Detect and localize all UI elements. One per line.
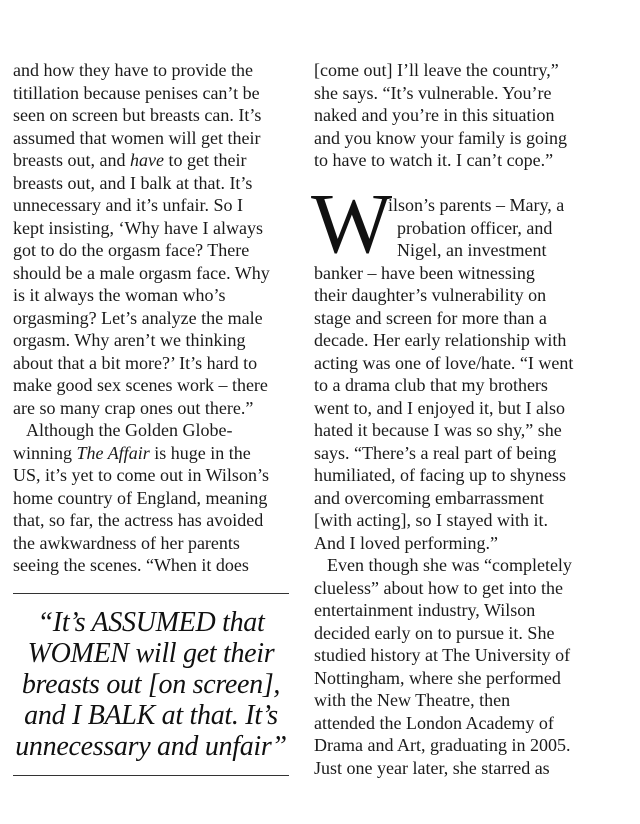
text-segment: make good sex scenes work – there xyxy=(13,375,268,395)
text-segment: should be a male orgasm face. Why xyxy=(13,262,270,283)
italic-text: The Affair xyxy=(76,442,150,463)
text-line xyxy=(13,127,293,150)
text-segment: winning xyxy=(13,442,77,463)
text-line xyxy=(13,487,293,510)
text-line xyxy=(13,239,293,262)
text-line xyxy=(314,712,629,735)
text-segment: Even though she was “completely xyxy=(327,555,572,575)
text-line xyxy=(314,127,629,150)
text-line xyxy=(314,307,629,330)
text-segment: clueless” about how to get into the xyxy=(314,577,563,598)
text-line xyxy=(13,307,293,330)
text-line xyxy=(314,82,629,105)
text-line xyxy=(314,172,629,195)
text-line xyxy=(13,442,293,465)
text-line xyxy=(314,509,629,532)
pull-quote-line: breasts out [on screen], xyxy=(21,669,281,700)
text-segment: the awkwardness of her parents xyxy=(13,532,240,553)
text-segment: [come out] I’ll leave the country,” xyxy=(314,60,559,80)
text-segment: And I loved performing.” xyxy=(314,532,498,553)
drop-cap: W xyxy=(311,175,393,271)
text-line xyxy=(13,374,293,397)
text-line xyxy=(314,487,629,510)
text-line xyxy=(13,284,293,307)
text-line xyxy=(13,149,293,172)
text-line xyxy=(314,352,629,375)
pull-quote-line: “It’s ASSUMED that xyxy=(37,607,265,638)
text-line xyxy=(314,59,629,82)
text-segment: unnecessary and it’s unfair. So I xyxy=(13,195,243,215)
text-segment: got to do the orgasm face? There xyxy=(13,240,250,260)
text-line xyxy=(314,104,629,127)
text-line xyxy=(314,667,629,690)
text-segment: Just one year later, she starred as xyxy=(314,757,550,778)
text-segment: says. “There’s a real part of being xyxy=(314,442,557,463)
text-segment: probation officer, and xyxy=(397,217,553,238)
text-segment: that, so far, the actress has avoided xyxy=(13,510,264,530)
text-line xyxy=(13,59,293,82)
text-segment: studied history at The University of xyxy=(314,645,571,665)
text-segment: breasts out, and xyxy=(13,150,130,170)
text-segment: US, it’s yet to come out in Wilson’s xyxy=(13,465,269,485)
pull-quote-bottom-rule xyxy=(13,775,289,776)
text-line xyxy=(314,622,629,645)
pull-quote-line: unnecessary and unfair” xyxy=(15,731,287,762)
text-line xyxy=(314,554,629,577)
text-segment: Nigel, an investment xyxy=(397,240,547,260)
text-line xyxy=(13,262,293,285)
text-segment: to get their xyxy=(163,150,247,170)
pull-quote-line: WOMEN will get their xyxy=(27,638,275,669)
text-segment: decade. Her early relationship with xyxy=(314,330,567,350)
text-line xyxy=(314,464,629,487)
text-line xyxy=(13,329,293,352)
text-segment: ilson’s parents – Mary, a xyxy=(388,195,565,215)
text-line xyxy=(314,532,629,555)
text-segment: attended the London Academy of xyxy=(314,712,554,733)
pull-quote-top-rule xyxy=(13,593,289,594)
text-segment: and overcoming embarrassment xyxy=(314,487,544,508)
text-segment: seen on screen but breasts can. It’s xyxy=(13,105,262,125)
text-segment: stage and screen for more than a xyxy=(314,307,547,328)
text-segment: entertainment industry, Wilson xyxy=(314,600,536,620)
text-segment: acting was one of love/hate. “I went xyxy=(314,352,574,373)
text-segment: Although the Golden Globe- xyxy=(26,420,233,440)
text-line xyxy=(314,689,629,712)
text-line xyxy=(13,352,293,375)
text-line xyxy=(314,374,629,397)
text-segment: and how they have to provide the xyxy=(13,60,253,80)
text-segment: seeing the scenes. “When it does xyxy=(13,555,249,575)
text-segment: naked and you’re in this situation xyxy=(314,105,555,125)
text-line xyxy=(314,217,629,240)
text-segment: orgasming? Let’s analyze the male xyxy=(13,307,263,328)
text-segment: with the New Theatre, then xyxy=(314,690,511,710)
text-line xyxy=(314,262,629,285)
text-segment: is huge in the xyxy=(149,442,251,463)
text-line xyxy=(314,194,629,217)
text-line xyxy=(314,239,629,262)
text-segment: went to, and I enjoyed it, but I also xyxy=(314,397,565,418)
text-segment: [with acting], so I stayed with it. xyxy=(314,510,548,530)
text-segment: to have to watch it. I can’t cope.” xyxy=(314,150,554,170)
text-segment: banker – have been witnessing xyxy=(314,262,535,283)
text-line xyxy=(314,397,629,420)
text-line xyxy=(314,442,629,465)
text-segment: about that a bit more?’ It’s hard to xyxy=(13,352,258,373)
text-line xyxy=(13,82,293,105)
text-segment: hated it because I was so shy,” she xyxy=(314,420,562,440)
text-line xyxy=(314,329,629,352)
text-segment: Nottingham, where she performed xyxy=(314,667,561,688)
text-line xyxy=(314,734,629,757)
text-line xyxy=(314,599,629,622)
text-line xyxy=(13,419,293,442)
text-segment: home country of England, meaning xyxy=(13,487,268,508)
italic-text: have xyxy=(129,150,164,170)
pull-quote-line: and I BALK at that. It’s xyxy=(24,700,278,731)
text-line xyxy=(13,464,293,487)
text-line xyxy=(314,644,629,667)
text-segment: decided early on to pursue it. She xyxy=(314,622,555,643)
text-segment: is it always the woman who’s xyxy=(13,285,226,305)
text-segment: assumed that women will get their xyxy=(13,127,261,148)
text-line xyxy=(13,532,293,555)
text-segment: breasts out, and I balk at that. It’s xyxy=(13,172,253,193)
text-segment: she says. “It’s vulnerable. You’re xyxy=(314,82,552,103)
pull-quote xyxy=(13,607,289,762)
text-segment: and you know your family is going xyxy=(314,127,567,148)
text-segment: kept insisting, ‘Why have I always xyxy=(13,217,263,238)
text-line xyxy=(13,172,293,195)
text-line xyxy=(13,509,293,532)
text-line xyxy=(13,194,293,217)
text-segment: Drama and Art, graduating in 2005. xyxy=(314,735,571,755)
right-column xyxy=(314,59,629,779)
text-line xyxy=(314,577,629,600)
text-segment: orgasm. Why aren’t we thinking xyxy=(13,330,246,350)
text-line xyxy=(314,149,629,172)
text-line xyxy=(314,757,629,780)
text-line xyxy=(314,284,629,307)
text-segment: are so many crap ones out there.” xyxy=(13,397,254,418)
text-line xyxy=(314,419,629,442)
text-line xyxy=(13,217,293,240)
text-segment: titillation because penises can’t be xyxy=(13,82,260,103)
left-column xyxy=(13,59,293,577)
text-segment: humiliated, of facing up to shyness xyxy=(314,465,566,485)
text-segment: their daughter’s vulnerability on xyxy=(314,285,547,305)
text-segment: to a drama club that my brothers xyxy=(314,375,548,395)
text-line xyxy=(13,554,293,577)
text-line xyxy=(13,397,293,420)
text-line xyxy=(13,104,293,127)
